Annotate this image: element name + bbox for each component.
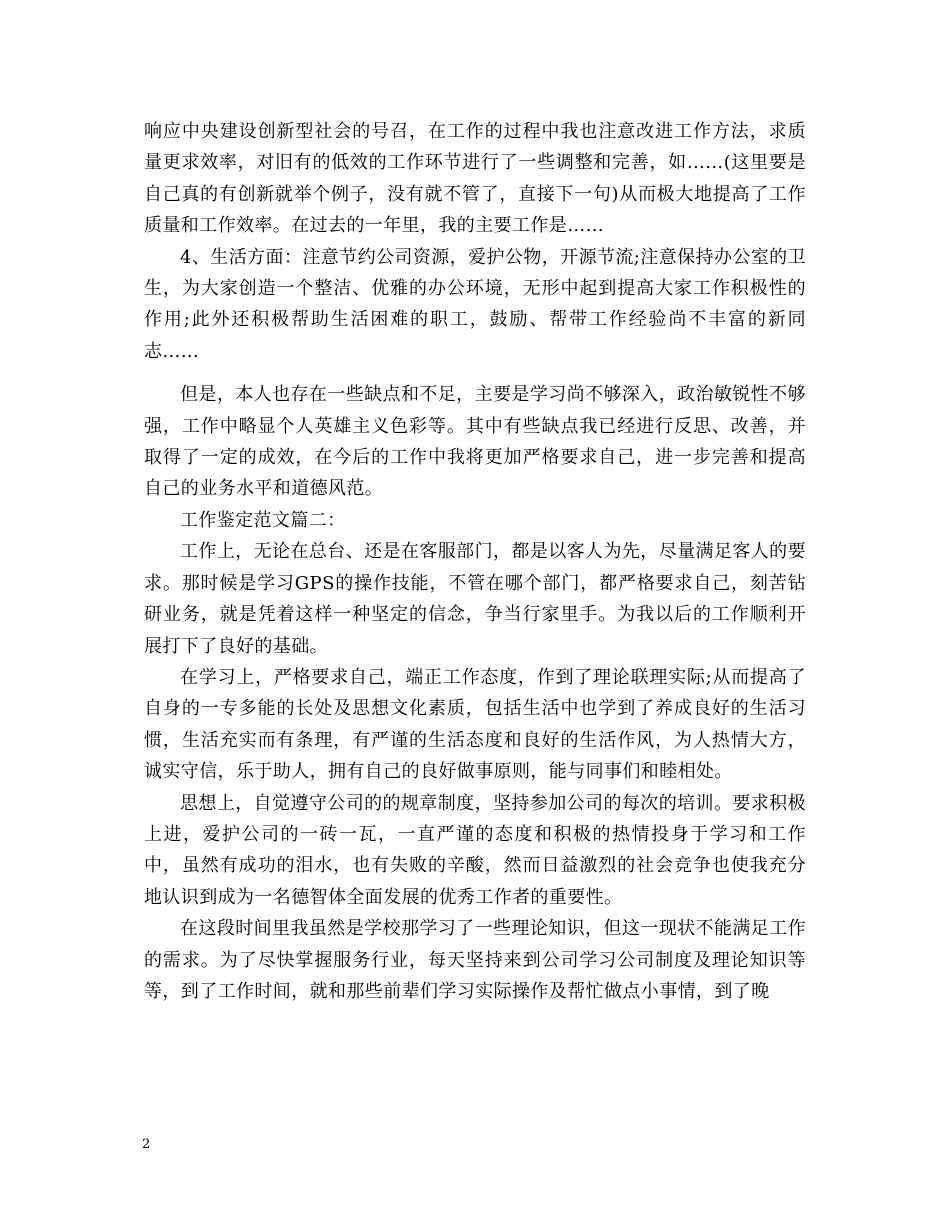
page-number: 2 — [142, 1137, 151, 1152]
section-heading-sample-two: 工作鉴定范文篇二： — [180, 509, 346, 531]
paragraph-thought: 思想上，自觉遵守公司的的规章制度，坚持参加公司的每次的培训。要求积极上进，爱护公司的一砖一瓦，一直严谨的态度和积极的热情投身于学习和工作中，虽然有成功的泪水，也有失败的辛酸，然而日益激烈的社会竞争也使我充分地认识到成为一名德智体全面发展的优秀工作者的重要性。 — [144, 792, 806, 908]
paragraph-continuation: 响应中央建设创新型社会的号召，在工作的过程中我也注意改进工作方法，求质量更求效率，对旧有的低效的工作环节进行了一些调整和完善，如……(这里要是自己真的有创新就举个例子，没有就不管了，直接下一句)从而极大地提高了工作质量和工作效率。在过去的一年里，我的主要工作是…… — [144, 121, 806, 237]
paragraph-period: 在这段时间里我虽然是学校那学习了一些理论知识，但这一现状不能满足工作的需求。为了尽快掌握服务行业，每天坚持来到公司学习公司制度及理论知识等等，到了工作时间，就和那些前辈们学习实际操作及帮忙做点小事情，到了晚 — [144, 918, 806, 1002]
paragraph-work: 工作上，无论在总台、还是在客服部门，都是以客人为先，尽量满足客人的要求。那时候是学习GPS的操作技能，不管在哪个部门，都严格要求自己，刻苦钻研业务，就是凭着这样一种坚定的信念，争当行家里手。为我以后的工作顺利开展打下了良好的基础。 — [144, 541, 806, 657]
paragraph-study: 在学习上，严格要求自己，端正工作态度，作到了理论联理实际;从而提高了自身的一专多能的长处及思想文化素质，包括生活中也学到了养成良好的生活习惯，生活充实而有条理，有严谨的生活态度和良好的生活作风，为人热情大方，诚实守信，乐于助人，拥有自己的良好做事原则，能与同事们和睦相处。 — [144, 666, 806, 783]
paragraph-life-aspect: 4、生活方面：注意节约公司资源，爱护公物，开源节流;注意保持办公室的卫生，为大家创造一个整洁、优雅的办公环境，无形中起到提高大家工作积极性的作用;此外还积极帮助生活困难的职工，鼓励、帮带工作经验尚不丰富的新同志…… — [144, 246, 806, 362]
document-body — [144, 116, 806, 1007]
paragraph-shortcomings: 但是，本人也存在一些缺点和不足，主要是学习尚不够深入，政治敏锐性不够强，工作中略显个人英雄主义色彩等。其中有些缺点我已经进行反思、改善，并取得了一定的成效，在今后的工作中我将更加严格要求自己，进一步完善和提高自己的业务水平和道德风范。 — [144, 384, 806, 500]
